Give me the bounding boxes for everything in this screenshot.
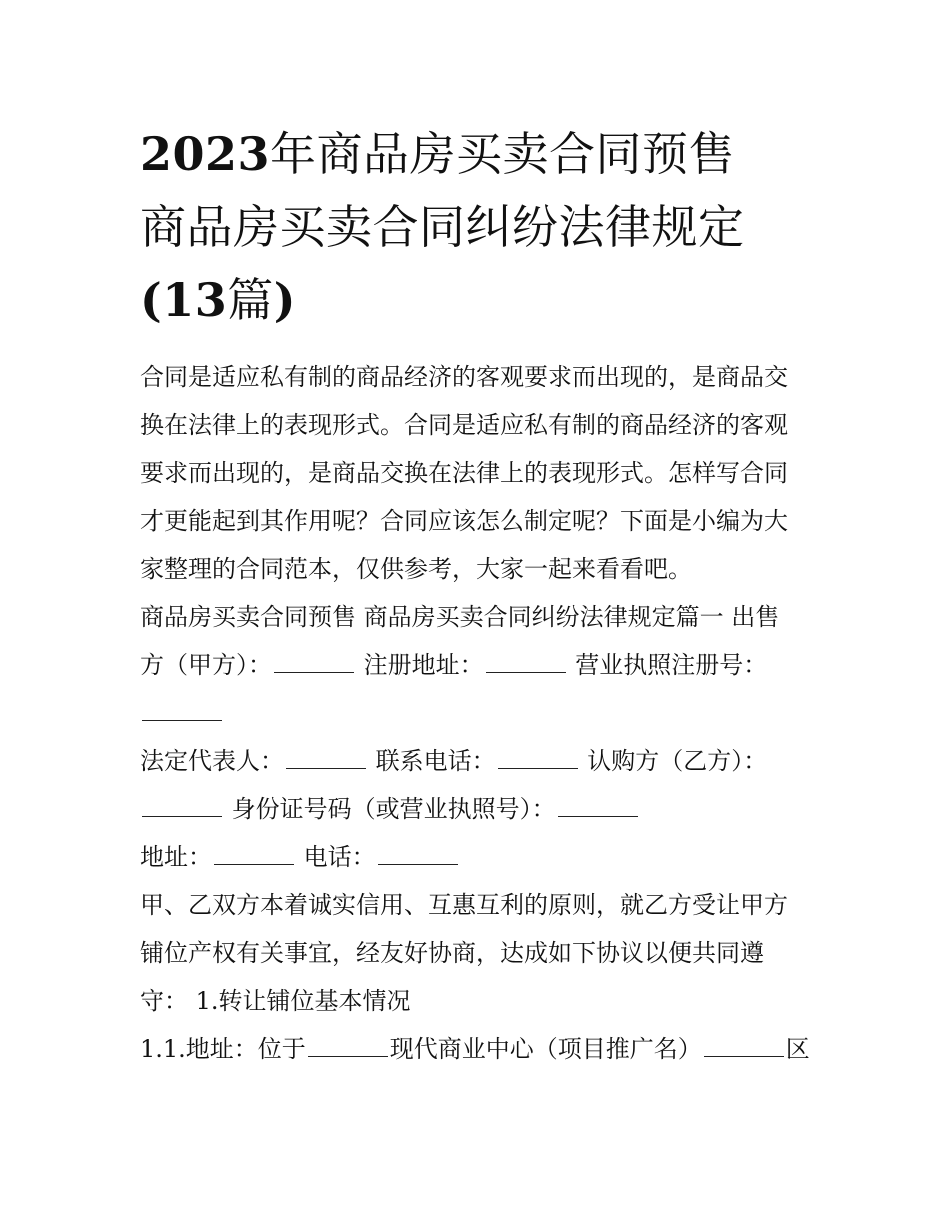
id-line: 身份证号码（或营业执照号）： bbox=[140, 785, 820, 833]
document-title bbox=[140, 118, 820, 337]
document-body bbox=[140, 353, 820, 1073]
district-blank bbox=[704, 1038, 784, 1057]
title-line-2: 商品房买卖合同纠纷法律规定 bbox=[140, 200, 745, 254]
phone-blank bbox=[498, 750, 578, 769]
document-page bbox=[140, 118, 820, 1073]
contract-parties-section: 商品房买卖合同预售 商品房买卖合同纠纷法律规定篇一 出售 方（甲方）： 注册地址： 营业执照注册号： 法定代表人： 联系电话： 认购方（乙方）： 身份证号码（或营业执照号）： 地址： 电话： bbox=[140, 593, 820, 881]
clause-1-1-line: 1.1.地址：位于 现代商业中心（项目推广名） 区 bbox=[140, 1035, 810, 1063]
seller-blank bbox=[274, 654, 354, 673]
license-blank-line bbox=[140, 689, 820, 737]
title-line-1: 2023年商品房买卖合同预售 bbox=[140, 127, 736, 181]
license-blank bbox=[142, 702, 222, 721]
location-blank bbox=[308, 1038, 388, 1057]
agreement-paragraph: 甲、乙双方本着诚实信用、互惠互利的原则，就乙方受让甲方 铺位产权有关事宜，经友好协商，达成如下协议以便共同遵 守： 1.转让铺位基本情况 1.1.地址：位于 现代商业中心（项目推广名） 区 bbox=[140, 881, 820, 1073]
address-blank bbox=[214, 846, 294, 865]
legal-rep-line: 法定代表人： 联系电话： 认购方（乙方）： bbox=[140, 747, 768, 775]
buyer-blank bbox=[142, 798, 222, 817]
intro-paragraph: 合同是适应私有制的商品经济的客观要求而出现的，是商品交 换在法律上的表现形式。合同是适应私有制的商品经济的客观 要求而出现的，是商品交换在法律上的表现形式。怎样写合同 才更能起到其作用呢？合同应该怎么制定呢？下面是小编为大 家整理的合同范本，仅供参考，大家一起来看看吧。 bbox=[140, 363, 788, 583]
seller-line: 方（甲方）： 注册地址： 营业执照注册号： bbox=[140, 651, 768, 679]
title-line-3: (13篇) bbox=[140, 273, 297, 327]
address-line: 地址： 电话： bbox=[140, 833, 820, 881]
legal-rep-blank bbox=[286, 750, 366, 769]
tel-blank bbox=[378, 846, 458, 865]
reg-address-blank bbox=[486, 654, 566, 673]
id-blank bbox=[558, 798, 638, 817]
